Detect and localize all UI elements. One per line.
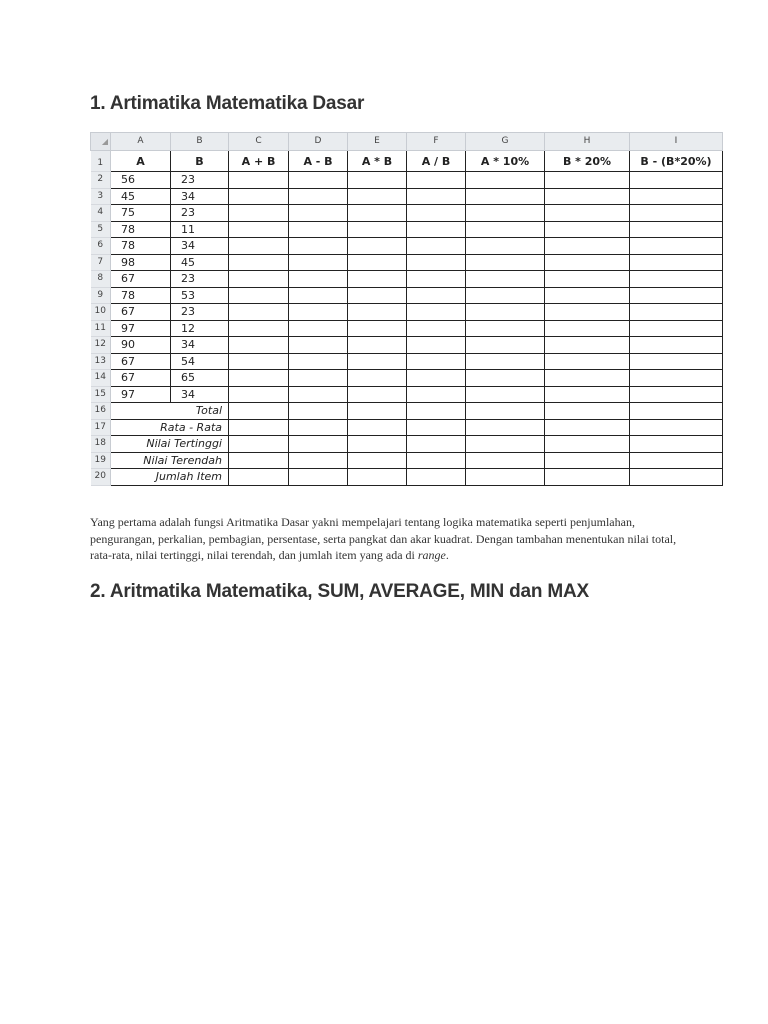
empty-cell[interactable]	[466, 436, 545, 453]
select-all-corner[interactable]: ◢	[91, 133, 111, 151]
empty-cell[interactable]	[630, 287, 723, 304]
header-cell[interactable]: B * 20%	[545, 151, 630, 172]
empty-cell[interactable]	[289, 419, 348, 436]
row-number[interactable]: 6	[91, 238, 111, 255]
empty-cell[interactable]	[630, 370, 723, 387]
cell-a[interactable]: 67	[111, 353, 171, 370]
summary-row	[91, 452, 723, 469]
empty-cell[interactable]	[289, 271, 348, 288]
empty-cell[interactable]	[348, 370, 407, 387]
empty-cell[interactable]	[630, 403, 723, 420]
empty-cell[interactable]	[407, 287, 466, 304]
empty-cell[interactable]	[229, 469, 289, 486]
table-row	[91, 353, 723, 370]
empty-cell[interactable]	[466, 320, 545, 337]
empty-cell[interactable]	[289, 238, 348, 255]
empty-cell[interactable]	[466, 304, 545, 321]
cell-a[interactable]: 56	[111, 172, 171, 189]
table-row	[91, 205, 723, 222]
cell-b[interactable]: 12	[171, 320, 229, 337]
header-cell[interactable]: A	[111, 151, 171, 172]
empty-cell[interactable]	[289, 304, 348, 321]
table-row	[91, 287, 723, 304]
empty-cell[interactable]	[229, 353, 289, 370]
cell-a[interactable]: 78	[111, 238, 171, 255]
empty-cell[interactable]	[289, 188, 348, 205]
row-number[interactable]: 10	[91, 304, 111, 321]
empty-cell[interactable]	[348, 403, 407, 420]
empty-cell[interactable]	[348, 452, 407, 469]
table-row	[91, 304, 723, 321]
empty-cell[interactable]	[466, 386, 545, 403]
summary-row	[91, 436, 723, 453]
empty-cell[interactable]	[289, 386, 348, 403]
cell-b[interactable]: 34	[171, 188, 229, 205]
empty-cell[interactable]	[407, 403, 466, 420]
table-row	[91, 337, 723, 354]
empty-cell[interactable]	[229, 271, 289, 288]
empty-cell[interactable]	[229, 205, 289, 222]
cell-b[interactable]: 34	[171, 337, 229, 354]
table-row	[91, 370, 723, 387]
empty-cell[interactable]	[545, 287, 630, 304]
column-header-e[interactable]: E	[348, 133, 407, 151]
row-number[interactable]: 20	[91, 469, 111, 486]
empty-cell[interactable]	[229, 370, 289, 387]
header-cell[interactable]: A * B	[348, 151, 407, 172]
empty-cell[interactable]	[545, 452, 630, 469]
empty-cell[interactable]	[630, 469, 723, 486]
empty-cell[interactable]	[407, 205, 466, 222]
row-number[interactable]: 5	[91, 221, 111, 238]
empty-cell[interactable]	[407, 254, 466, 271]
empty-cell[interactable]	[545, 254, 630, 271]
empty-cell[interactable]	[229, 337, 289, 354]
empty-cell[interactable]	[630, 254, 723, 271]
empty-cell[interactable]	[545, 403, 630, 420]
empty-cell[interactable]	[348, 436, 407, 453]
empty-cell[interactable]	[545, 320, 630, 337]
empty-cell[interactable]	[466, 337, 545, 354]
empty-cell[interactable]	[348, 221, 407, 238]
row-number[interactable]: 1	[91, 151, 111, 172]
cell-b[interactable]: 65	[171, 370, 229, 387]
empty-cell[interactable]	[466, 452, 545, 469]
table-row	[91, 172, 723, 189]
row-number[interactable]: 18	[91, 436, 111, 453]
header-cell[interactable]: B - (B*20%)	[630, 151, 723, 172]
empty-cell[interactable]	[630, 353, 723, 370]
cell-b[interactable]: 34	[171, 238, 229, 255]
table-row	[91, 188, 723, 205]
empty-cell[interactable]	[289, 452, 348, 469]
row-number[interactable]: 3	[91, 188, 111, 205]
empty-cell[interactable]	[407, 469, 466, 486]
empty-cell[interactable]	[545, 436, 630, 453]
empty-cell[interactable]	[289, 254, 348, 271]
row-number[interactable]: 11	[91, 320, 111, 337]
empty-cell[interactable]	[407, 386, 466, 403]
empty-cell[interactable]	[545, 386, 630, 403]
section-1-heading: 1. Artimatika Matematika Dasar	[90, 93, 365, 114]
section-2-heading: 2. Aritmatika Matematika, SUM, AVERAGE, MIN dan MAX	[90, 581, 590, 602]
column-header-c[interactable]: C	[229, 133, 289, 151]
empty-cell[interactable]	[229, 221, 289, 238]
empty-cell[interactable]	[348, 320, 407, 337]
empty-cell[interactable]	[466, 205, 545, 222]
empty-cell[interactable]	[289, 205, 348, 222]
empty-cell[interactable]	[545, 271, 630, 288]
empty-cell[interactable]	[466, 469, 545, 486]
empty-cell[interactable]	[229, 238, 289, 255]
empty-cell[interactable]	[289, 370, 348, 387]
empty-cell[interactable]	[407, 370, 466, 387]
cell-b[interactable]: 54	[171, 353, 229, 370]
cell-b[interactable]: 23	[171, 271, 229, 288]
empty-cell[interactable]	[229, 403, 289, 420]
cell-b[interactable]: 23	[171, 304, 229, 321]
cell-b[interactable]: 34	[171, 386, 229, 403]
empty-cell[interactable]	[348, 238, 407, 255]
empty-cell[interactable]	[545, 370, 630, 387]
empty-cell[interactable]	[289, 353, 348, 370]
empty-cell[interactable]	[630, 386, 723, 403]
range-emphasis: range	[417, 548, 446, 562]
empty-cell[interactable]	[407, 304, 466, 321]
empty-cell[interactable]	[348, 337, 407, 354]
row-number[interactable]: 2	[91, 172, 111, 189]
empty-cell[interactable]	[545, 172, 630, 189]
description-paragraph	[90, 514, 680, 564]
column-header-b[interactable]: B	[171, 133, 229, 151]
empty-cell[interactable]	[407, 188, 466, 205]
empty-cell[interactable]	[407, 271, 466, 288]
empty-cell[interactable]	[229, 188, 289, 205]
cell-a[interactable]: 67	[111, 271, 171, 288]
header-cell[interactable]: A + B	[229, 151, 289, 172]
header-cell[interactable]: A - B	[289, 151, 348, 172]
empty-cell[interactable]	[348, 172, 407, 189]
column-header-f[interactable]: F	[407, 133, 466, 151]
column-header-a[interactable]: A	[111, 133, 171, 151]
empty-cell[interactable]	[229, 254, 289, 271]
summary-label[interactable]: Nilai Terendah	[111, 452, 229, 469]
row-number[interactable]: 14	[91, 370, 111, 387]
row-number[interactable]: 16	[91, 403, 111, 420]
empty-cell[interactable]	[545, 238, 630, 255]
empty-cell[interactable]	[466, 370, 545, 387]
empty-cell[interactable]	[407, 436, 466, 453]
empty-cell[interactable]	[466, 287, 545, 304]
table-row	[91, 254, 723, 271]
empty-cell[interactable]	[229, 386, 289, 403]
summary-label[interactable]: Nilai Tertinggi	[111, 436, 229, 453]
empty-cell[interactable]	[545, 188, 630, 205]
column-header-h[interactable]: H	[545, 133, 630, 151]
empty-cell[interactable]	[289, 337, 348, 354]
cell-b[interactable]: 23	[171, 172, 229, 189]
summary-label[interactable]: Jumlah Item	[111, 469, 229, 486]
row-number[interactable]: 12	[91, 337, 111, 354]
empty-cell[interactable]	[466, 172, 545, 189]
empty-cell[interactable]	[630, 452, 723, 469]
empty-cell[interactable]	[348, 419, 407, 436]
table-row	[91, 221, 723, 238]
row-number[interactable]: 9	[91, 287, 111, 304]
empty-cell[interactable]	[545, 205, 630, 222]
empty-cell[interactable]	[289, 436, 348, 453]
column-header-row	[91, 133, 723, 151]
cell-a[interactable]: 78	[111, 287, 171, 304]
empty-cell[interactable]	[407, 238, 466, 255]
header-cell[interactable]: B	[171, 151, 229, 172]
empty-cell[interactable]	[407, 320, 466, 337]
empty-cell[interactable]	[348, 254, 407, 271]
empty-cell[interactable]	[407, 221, 466, 238]
row-number[interactable]: 13	[91, 353, 111, 370]
empty-cell[interactable]	[407, 337, 466, 354]
row-number[interactable]: 4	[91, 205, 111, 222]
empty-cell[interactable]	[545, 419, 630, 436]
row-number[interactable]: 15	[91, 386, 111, 403]
empty-cell[interactable]	[630, 419, 723, 436]
empty-cell[interactable]	[407, 452, 466, 469]
cell-b[interactable]: 11	[171, 221, 229, 238]
empty-cell[interactable]	[289, 403, 348, 420]
empty-cell[interactable]	[348, 287, 407, 304]
cell-a[interactable]: 75	[111, 205, 171, 222]
summary-row	[91, 469, 723, 486]
empty-cell[interactable]	[348, 386, 407, 403]
cell-a[interactable]: 97	[111, 320, 171, 337]
empty-cell[interactable]	[289, 221, 348, 238]
column-header-g[interactable]: G	[466, 133, 545, 151]
empty-cell[interactable]	[289, 469, 348, 486]
row-number[interactable]: 17	[91, 419, 111, 436]
empty-cell[interactable]	[348, 304, 407, 321]
empty-cell[interactable]	[466, 221, 545, 238]
header-cell[interactable]: A / B	[407, 151, 466, 172]
row-number[interactable]: 8	[91, 271, 111, 288]
table-header-row	[91, 151, 723, 172]
empty-cell[interactable]	[630, 320, 723, 337]
summary-label[interactable]: Total	[111, 403, 229, 420]
empty-cell[interactable]	[545, 353, 630, 370]
empty-cell[interactable]	[630, 172, 723, 189]
empty-cell[interactable]	[545, 304, 630, 321]
cell-b[interactable]: 53	[171, 287, 229, 304]
empty-cell[interactable]	[466, 188, 545, 205]
cell-a[interactable]: 78	[111, 221, 171, 238]
paragraph-end: .	[445, 548, 449, 562]
empty-cell[interactable]	[407, 419, 466, 436]
empty-cell[interactable]	[466, 238, 545, 255]
empty-cell[interactable]	[466, 254, 545, 271]
empty-cell[interactable]	[407, 353, 466, 370]
cell-a[interactable]: 67	[111, 370, 171, 387]
table-row	[91, 320, 723, 337]
row-number[interactable]: 19	[91, 452, 111, 469]
summary-row	[91, 403, 723, 420]
cell-a[interactable]: 98	[111, 254, 171, 271]
empty-cell[interactable]	[630, 436, 723, 453]
empty-cell[interactable]	[630, 238, 723, 255]
description-text: Yang pertama adalah fungsi Aritmatika Dasar yakni mempelajari tentang logika matematika seperti penjumlahan, pengurangan, perkalian, pembagian, persentase, serta pangkat dan akar kuadrat. Dengan tambahan menentukan nilai total, rata-rata, nilai tertinggi, nilai terendah, dan jumlah item yang ada di	[90, 515, 677, 562]
empty-cell[interactable]	[229, 452, 289, 469]
empty-cell[interactable]	[466, 419, 545, 436]
column-header-i[interactable]: I	[630, 133, 723, 151]
cell-a[interactable]: 90	[111, 337, 171, 354]
empty-cell[interactable]	[348, 353, 407, 370]
empty-cell[interactable]	[348, 188, 407, 205]
empty-cell[interactable]	[407, 172, 466, 189]
empty-cell[interactable]	[545, 469, 630, 486]
empty-cell[interactable]	[545, 337, 630, 354]
cell-a[interactable]: 67	[111, 304, 171, 321]
empty-cell[interactable]	[630, 271, 723, 288]
empty-cell[interactable]	[466, 403, 545, 420]
empty-cell[interactable]	[229, 419, 289, 436]
cell-a[interactable]: 97	[111, 386, 171, 403]
cell-b[interactable]: 45	[171, 254, 229, 271]
row-number[interactable]: 7	[91, 254, 111, 271]
summary-label[interactable]: Rata - Rata	[111, 419, 229, 436]
table-row	[91, 386, 723, 403]
empty-cell[interactable]	[545, 221, 630, 238]
empty-cell[interactable]	[630, 205, 723, 222]
empty-cell[interactable]	[289, 320, 348, 337]
column-header-d[interactable]: D	[289, 133, 348, 151]
empty-cell[interactable]	[229, 172, 289, 189]
header-cell[interactable]: A * 10%	[466, 151, 545, 172]
table-row	[91, 238, 723, 255]
empty-cell[interactable]	[289, 172, 348, 189]
empty-cell[interactable]	[229, 320, 289, 337]
empty-cell[interactable]	[630, 221, 723, 238]
empty-cell[interactable]	[466, 353, 545, 370]
empty-cell[interactable]	[229, 287, 289, 304]
empty-cell[interactable]	[630, 304, 723, 321]
summary-row	[91, 419, 723, 436]
empty-cell[interactable]	[466, 271, 545, 288]
empty-cell[interactable]	[630, 337, 723, 354]
table-row	[91, 271, 723, 288]
empty-cell[interactable]	[229, 436, 289, 453]
spreadsheet-table	[90, 132, 723, 486]
empty-cell[interactable]	[348, 469, 407, 486]
empty-cell[interactable]	[630, 188, 723, 205]
empty-cell[interactable]	[229, 304, 289, 321]
empty-cell[interactable]	[348, 271, 407, 288]
empty-cell[interactable]	[348, 205, 407, 222]
empty-cell[interactable]	[289, 287, 348, 304]
cell-a[interactable]: 45	[111, 188, 171, 205]
cell-b[interactable]: 23	[171, 205, 229, 222]
